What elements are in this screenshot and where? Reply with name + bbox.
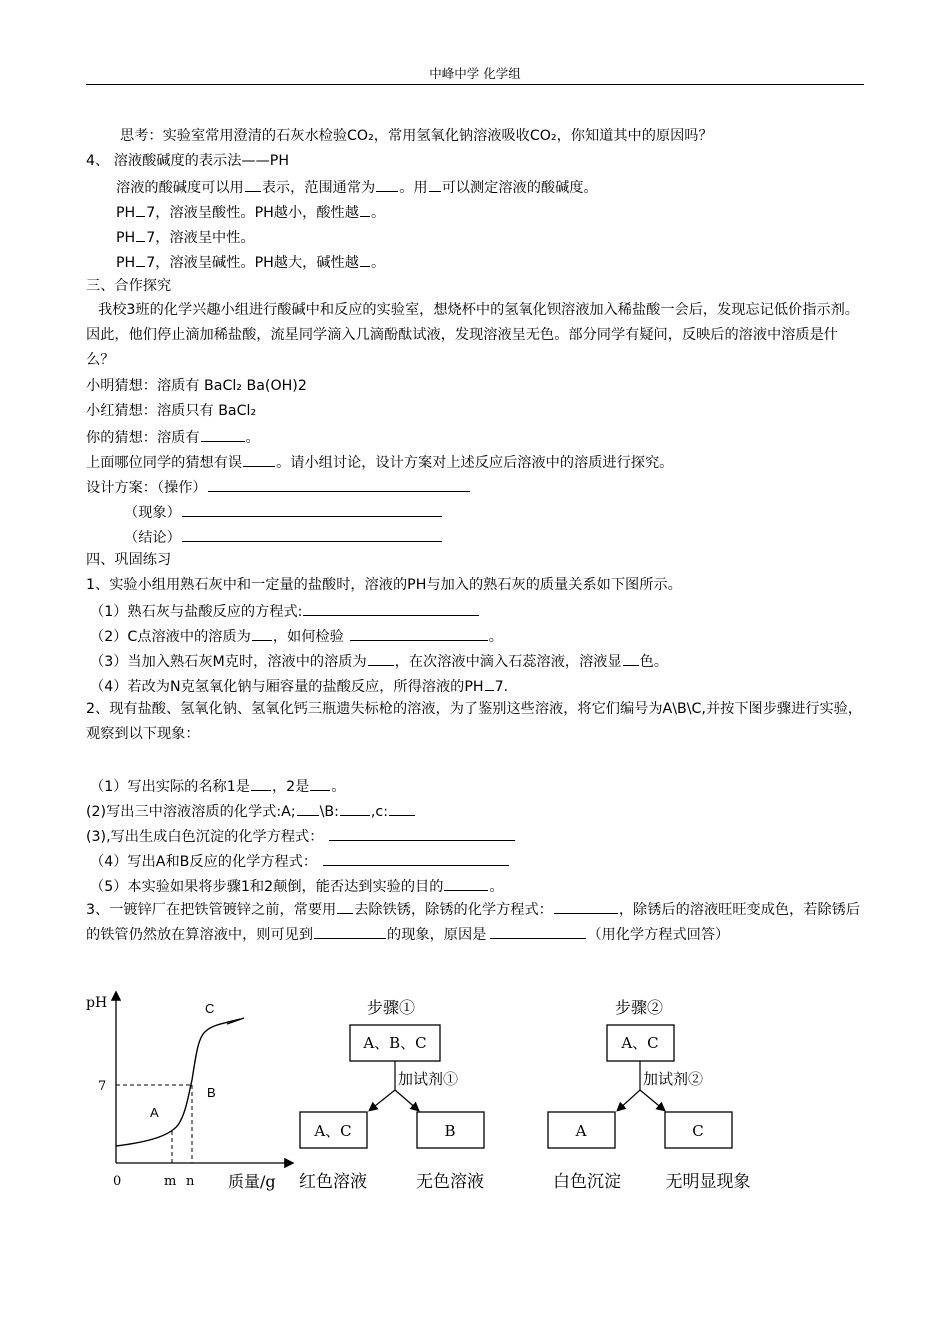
step1-title: 步骤① [367,998,416,1017]
text: ，除锈后的溶液旺旺变成色，若除锈后的铁管仍然放在算溶液中，则可见到 [86,902,861,943]
y-axis-label: pH [86,995,108,1011]
ph-chart [80,985,300,1200]
blank [429,176,441,192]
blank [136,201,145,217]
blank [360,201,370,217]
text: PH [116,205,136,221]
s4-line1 [116,176,598,198]
step2-right-label: C [692,1122,704,1140]
blank [208,476,470,492]
text: ，2是 [271,779,310,795]
q2-3 [86,825,516,847]
wrong-guess-line [86,451,673,473]
question2: 2、现有盐酸、氢氧化钠、氢氧化钙三瓶遗失标枪的溶液，为了鉴别这些溶液，将它们编号为A\B\C,并按下图步骤进行实验，观察到以下现象： [86,701,863,742]
x-axis-label: 质量/g [228,1172,276,1191]
design-line [86,476,471,498]
section3-paragraph: 我校3班的化学兴趣小组进行酸碱中和反应的实验室，想烧杯中的氢氧化钡溶液加入稀盐酸一会后，发现忘记低价指示剂。因此，他们停止滴加稀盐酸，流星同学滴入几滴酚酞试液，发现溶液呈无色。部分同学有疑问，反映后的溶液中溶质是什么？ [86,302,859,368]
text: 的现象，原因是 [387,927,487,943]
q1-2 [90,625,503,647]
step1-reagent: 加试剂① [398,1070,459,1088]
text: 7，溶液呈中性。 [146,230,255,246]
text: (2)写出三中溶液溶质的化学式:A; [86,804,296,820]
blank [485,675,494,691]
text: 。 [370,205,386,221]
blank [251,775,271,791]
guess-xiaohong: 小红猜想：溶质只有 BaCl₂ [86,403,257,419]
blank [368,650,394,666]
text: （1）写出实际的名称1是 [90,779,250,795]
point-a-label: A [150,1105,159,1120]
guess-xiaoming: 小明猜想：溶质有 BaCl₂ Ba(OH)2 [86,378,307,394]
step2-right-result: 无明显现象 [665,1172,751,1192]
text: （4）写出A和B反应的化学方程式： [90,854,318,870]
blank [314,923,386,939]
point-b-label: B [207,1085,216,1100]
flow-step2 [540,990,770,1200]
blank [329,825,515,841]
text: 7，溶液呈酸性。PH越小，酸性越 [146,205,359,221]
page-header [86,66,864,85]
blank [490,923,586,939]
text: 7. [494,679,509,695]
step1-top-label: A、B、C [363,1034,427,1052]
text: 。 [488,629,503,645]
text: PH [116,230,136,246]
blank [136,226,145,242]
step1-left-result: 红色溶液 [299,1172,367,1192]
q1-3 [90,650,668,672]
text: 。 [331,779,346,795]
blank [323,850,509,866]
q2-1 [90,775,346,797]
blank [201,426,245,442]
blank [245,176,261,192]
guess-yours [86,426,260,448]
blank [252,625,272,641]
origin-label: 0 [113,1174,122,1189]
text: \B: [319,804,339,820]
blank [554,898,618,914]
blank [623,650,639,666]
blank [340,800,370,816]
text: 表示，范围通常为 [261,180,376,196]
x-tick-m: m [164,1174,177,1189]
q2-2 [86,800,416,822]
text: 。用 [399,180,428,196]
blank [303,600,479,616]
blank [136,251,145,267]
text: 。 [370,255,386,271]
step1-right-result: 无色溶液 [416,1172,484,1192]
point-c-label: C [205,1001,215,1016]
blank [310,775,330,791]
q2-5 [90,875,504,897]
blank [243,451,275,467]
question1: 1、实验小组用熟石灰中和一定量的盐酸时，溶液的PH与加入的熟石灰的质量关系如下图所示。 [86,577,682,593]
step2-title: 步骤② [615,998,664,1017]
step1-arrow-right [395,1090,418,1110]
step2-arrow-right [640,1090,664,1110]
text: ，在次溶液中滴入石蕊溶液，溶液显 [394,654,622,670]
blank [337,898,353,914]
s4-line2 [116,201,385,223]
conclusion-line [124,526,443,548]
text: 设计方案：（操作） [86,480,207,496]
blank [350,625,488,641]
blank [444,875,488,891]
question3 [86,898,864,948]
section3-title: 三、合作探究 [86,278,172,294]
q2-4 [90,850,510,872]
x-tick-n: n [186,1174,195,1189]
step2-left-label: A [575,1122,587,1140]
blank [297,800,319,816]
text: 去除铁锈，除锈的化学方程式： [354,902,553,918]
step2-left-result: 白色沉淀 [553,1172,621,1192]
text: （5）本实验如果将步骤1和2颠倒，能否达到实验的目的 [90,879,444,895]
y-tick-7: 7 [98,1079,107,1094]
header-text: 中峰中学 化学组 [429,66,521,81]
text: 3、一镀锌厂在把铁管镀锌之前，常要用 [86,902,337,918]
text: ,c: [370,804,389,820]
think-line: 思考：实验室常用澄清的石灰水检验CO₂，常用氢氧化钠溶液吸收CO₂，你知道其中的原因吗？ [120,128,713,144]
text: 溶液的酸碱度可以用 [116,180,244,196]
text: 色。 [639,654,669,670]
s4-line3 [116,226,255,248]
phenomenon-line [124,501,443,523]
blank [182,501,442,517]
s4-line4 [116,251,385,273]
ph-curve [116,1019,240,1146]
q1-1 [90,600,480,622]
step1-left-label: A、C [314,1122,352,1140]
step1-arrow-left [370,1090,395,1110]
step2-arrow-left [618,1090,640,1110]
section4-practice-title: 四、巩固练习 [86,552,172,568]
section4-title: 4、 溶液酸碱度的表示法——PH [86,153,290,169]
blank [389,800,415,816]
text: ，如何检验 [272,629,344,645]
text: (3),写出生成白色沉淀的化学方程式： [86,829,324,845]
step2-reagent: 加试剂② [643,1070,704,1088]
text: 你的猜想：溶质有 [86,430,200,446]
blank [360,251,370,267]
text: PH [116,255,136,271]
text: 。请小组讨论，设计方案对上述反应后溶液中的溶质进行探究。 [276,455,674,471]
text: 。 [245,430,260,446]
blank [182,526,442,542]
text: （4）若改为N克氢氧化钠与厢容量的盐酸反应，所得溶液的PH [90,679,484,695]
text: （用化学方程式回答） [587,927,730,943]
text: 可以测定溶液的酸碱度。 [441,180,598,196]
text: （2）C点溶液中的溶质为 [90,629,251,645]
blank [376,176,398,192]
flow-step1 [290,990,520,1200]
text: （1）熟石灰与盐酸反应的方程式: [90,604,303,620]
text: 。 [489,879,504,895]
step2-top-label: A、C [621,1034,659,1052]
text: （现象） [124,505,181,521]
text: （结论） [124,530,181,546]
text: 7，溶液呈碱性。PH越大，碱性越 [146,255,359,271]
text: 上面哪位同学的猜想有误 [86,455,243,471]
step1-right-label: B [444,1122,456,1140]
q1-4 [90,675,508,697]
text: （3）当加入熟石灰M克时，溶液中的溶质为 [90,654,367,670]
